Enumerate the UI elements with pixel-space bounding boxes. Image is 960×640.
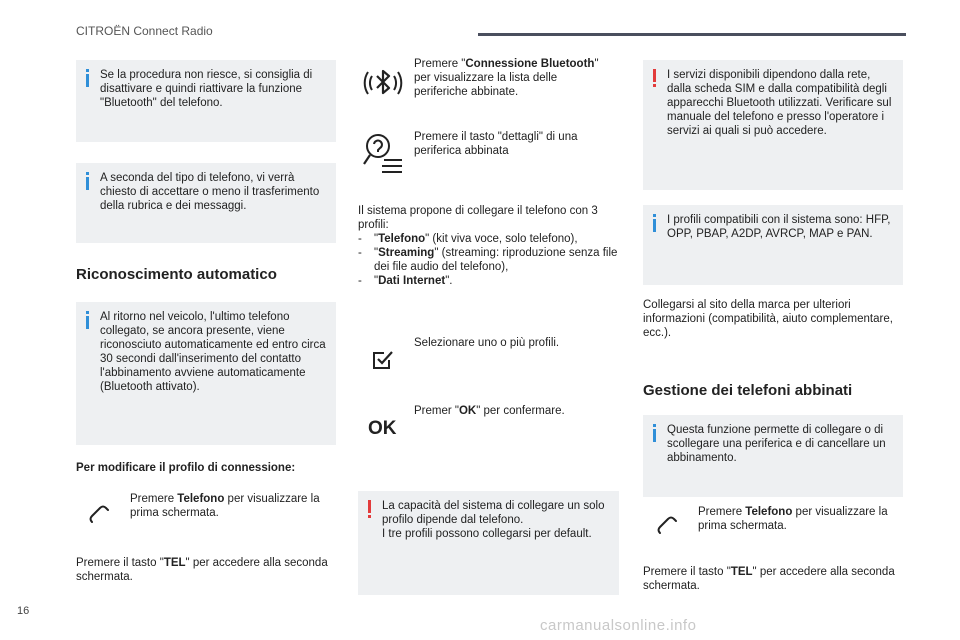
text: " <box>374 275 379 287</box>
info-icon <box>653 424 656 442</box>
checkbox-icon <box>372 350 394 370</box>
text-bold: OK <box>458 405 477 417</box>
step-press-details: Premere il tasto "dettagli" di una periferica abbinata <box>414 131 578 157</box>
text-bold: Streaming <box>378 247 435 259</box>
warning-note-profile-capacity <box>358 491 619 595</box>
note-text: I servizi disponibili dipendono dalla rete, dalla scheda SIM e dalla compatibilità degli apparecchi Bluetooth utilizzati. Verificare sul manuale del telefono e presso l'operatore i servizi ai quali si può accedere. <box>667 69 892 137</box>
profile-item-streaming <box>358 246 620 274</box>
heading-automatic-recognition: Riconoscimento automatico <box>76 266 277 283</box>
profile-item-telefono <box>358 232 620 246</box>
heading-paired-phones: Gestione dei telefoni abbinati <box>643 382 853 399</box>
ok-label-icon: OK <box>368 418 397 439</box>
text-bold: Telefono <box>177 493 225 505</box>
info-note-phonebook-transfer <box>76 163 336 243</box>
info-note-pairing-management <box>643 415 903 497</box>
text: " per visualizzare la lista delle periferiche abbinate. <box>414 58 599 98</box>
header-title: CITROËN Connect Radio <box>76 24 213 38</box>
text-bold: Telefono <box>745 506 793 518</box>
note-text: I profili compatibili con il sistema sono: HFP, OPP, PBAP, A2DP, AVRCP, MAP e PAN. <box>667 214 891 240</box>
phone-handset-icon <box>86 500 116 530</box>
warning-note-services <box>643 60 903 190</box>
modify-profile-title: Per modificare il profilo di connessione: <box>76 462 296 474</box>
watermark: carmanualsonline.info <box>540 617 697 634</box>
step-bluetooth-connection <box>414 57 614 99</box>
text: per visualizzare la prima schermata. <box>130 493 320 519</box>
list-dash: - <box>358 233 362 245</box>
step-select-profiles: Selezionare uno o più profili. <box>414 337 560 349</box>
step-press-telefono <box>698 505 903 533</box>
text: " (kit viva voce, solo telefono), <box>425 233 578 245</box>
note-text: La capacità del sistema di collegare un solo profilo dipende dal telefono. I tre profili possono collegarsi per default. <box>382 500 605 540</box>
warning-icon <box>653 69 656 87</box>
info-icon <box>86 172 89 190</box>
text: Premere il tasto " <box>643 566 731 578</box>
step-press-tel <box>643 565 905 593</box>
profiles-intro: Il sistema propone di collegare il telefono con 3 profili: <box>358 205 598 231</box>
text-bold: Dati Internet <box>378 275 446 287</box>
text-bold: Connessione Bluetooth <box>465 58 595 70</box>
text: Premere <box>130 493 178 505</box>
text: Premere il tasto " <box>76 557 164 569</box>
text: Premere <box>698 506 746 518</box>
text: ". <box>445 275 453 287</box>
info-icon <box>653 214 656 232</box>
list-dash: - <box>358 247 362 259</box>
header-bar <box>478 33 906 36</box>
info-note-compatible-profiles <box>643 205 903 285</box>
text-bold: Telefono <box>378 233 426 245</box>
profile-item-dati-internet <box>358 274 620 288</box>
info-icon <box>86 311 89 329</box>
bluetooth-icon <box>360 60 406 106</box>
note-text: Al ritorno nel veicolo, l'ultimo telefono collegato, se ancora presente, viene riconosciuto automaticamente ed entro circa 30 secondi dall'inserimento del contatto l'abbinamento avviene automaticamente (Bluetooth attivato). <box>100 311 326 393</box>
warning-icon <box>368 500 371 518</box>
text: Premere " <box>414 58 466 70</box>
list-dash: - <box>358 275 362 287</box>
text: Premer " <box>414 405 459 417</box>
info-note-bluetooth-retry <box>76 60 336 142</box>
note-text: Questa funzione permette di collegare o di scollegare una periferica e di cancellare un abbinamento. <box>667 424 886 464</box>
text: " (streaming: riproduzione senza file dei file audio del telefono), <box>374 247 618 273</box>
text: per visualizzare la prima schermata. <box>698 506 888 532</box>
phone-handset-icon <box>654 511 684 541</box>
step-confirm-ok <box>414 404 614 418</box>
step-press-tel <box>76 556 338 584</box>
text: " per accedere alla seconda schermata. <box>643 566 895 592</box>
page-number: 16 <box>17 605 30 617</box>
text: " <box>374 247 379 259</box>
info-icon <box>86 69 89 87</box>
details-magnifier-icon <box>362 130 404 174</box>
brand-site-text: Collegarsi al sito della marca per ulteriori informazioni (compatibilità, aiuto complementare, ecc.). <box>643 299 893 339</box>
text: " <box>374 233 379 245</box>
note-text: A seconda del tipo di telefono, vi verrà chiesto di accettare o meno il trasferimento della rubrica e dei messaggi. <box>100 172 320 212</box>
text: " per accedere alla seconda schermata. <box>76 557 328 583</box>
info-note-auto-recognition <box>76 302 336 445</box>
text-bold: TEL <box>163 557 186 569</box>
step-press-telefono <box>130 492 335 520</box>
text-bold: TEL <box>730 566 753 578</box>
note-text: Se la procedura non riesce, si consiglia di disattivare e quindi riattivare la funzione "Bluetooth" del telefono. <box>100 69 313 109</box>
text: " per confermare. <box>476 405 565 417</box>
